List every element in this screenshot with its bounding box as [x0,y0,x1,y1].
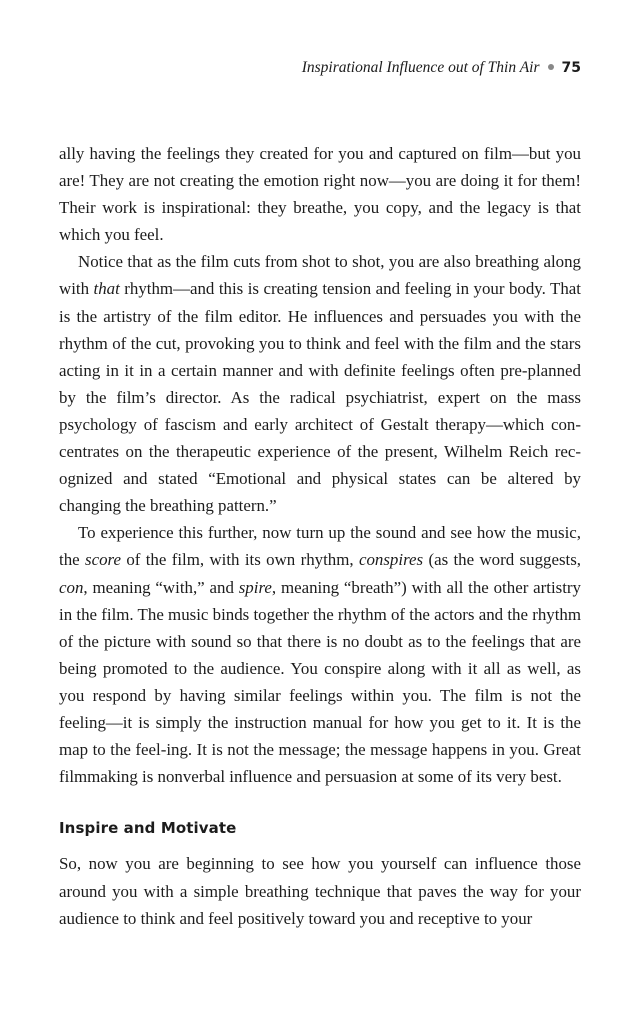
bullet-icon [548,64,554,70]
body-text [59,140,581,790]
paragraph-2-text-a: Notice that as the film cuts from shot to shot, you are also breathing along with [59,252,581,299]
paragraph-3-text-a: To experience this further, now turn up the sound and see how the music, the [59,523,581,570]
paragraph-3-emphasis-score: score [85,550,121,570]
chapter-title: Inspirational Influence out of Thin Air [301,59,540,76]
section-heading: Inspire and Motivate [59,819,237,837]
page-number: 75 [561,60,581,76]
running-head [302,58,581,78]
paragraph-2 [59,248,581,519]
paragraph-3-text-c: (as the word suggests, [423,550,582,570]
section-body [59,850,581,933]
paragraph-3-emphasis-con: con [59,577,84,597]
section-paragraph-1: So, now you are beginning to see how you yourself can influence those around you with a simple breathing technique that paves the way for your audience to think and feel positively toward you and receptive to your [59,854,581,928]
paragraph-3 [59,519,581,790]
paragraph-3-text-b: of the film, with its own rhythm, [120,550,359,570]
paragraph-3-text-e: , meaning “breath”) with all the other artistry in the film. The music binds together the rhythm of the actors and the rhythm of the picture with sound so that there is no doubt as to the feelings that are being promoted to the audience. You conspire along with it all as well, as you respond by having similar feelings within you. The film is not the feeling—it is simply the instruction manual for how you get to it. It is the map to the feel-ing. It is not the message; the message happens in you. Great filmmaking is nonverbal influence and persuasion at some of its very best. [59,577,581,787]
paragraph-2-text-b: rhythm—and this is creating tension and feeling in your body. That is the artistry of the film editor. He influences and persuades you with the rhythm of the cut, provoking you to think and feel with the film and the stars acting in it in a certain manner and with definite feelings often pre-planned by the film’s director. As the radical psychiatrist, expert on the mass psychology of fascism and early architect of Gestalt therapy—which con-centrates on the therapeutic experience of the present, Wilhelm Reich rec-ognized and stated “Emotional and physical states can be altered by changing the breathing pattern.” [59,279,581,516]
paragraph-3-emphasis-conspires: conspires [358,550,424,570]
paragraph-3-text-d: , meaning “with,” and [83,577,239,597]
paragraph-2-emphasis: that [93,279,120,299]
paragraph-1: ally having the feelings they created for you and captured on film—but you are! They are not creating the emotion right now—you are doing it for them! Their work is inspirational: they breathe, you copy, and the legacy is that which you feel. [59,144,581,245]
paragraph-3-emphasis-spire: spire [238,577,272,597]
